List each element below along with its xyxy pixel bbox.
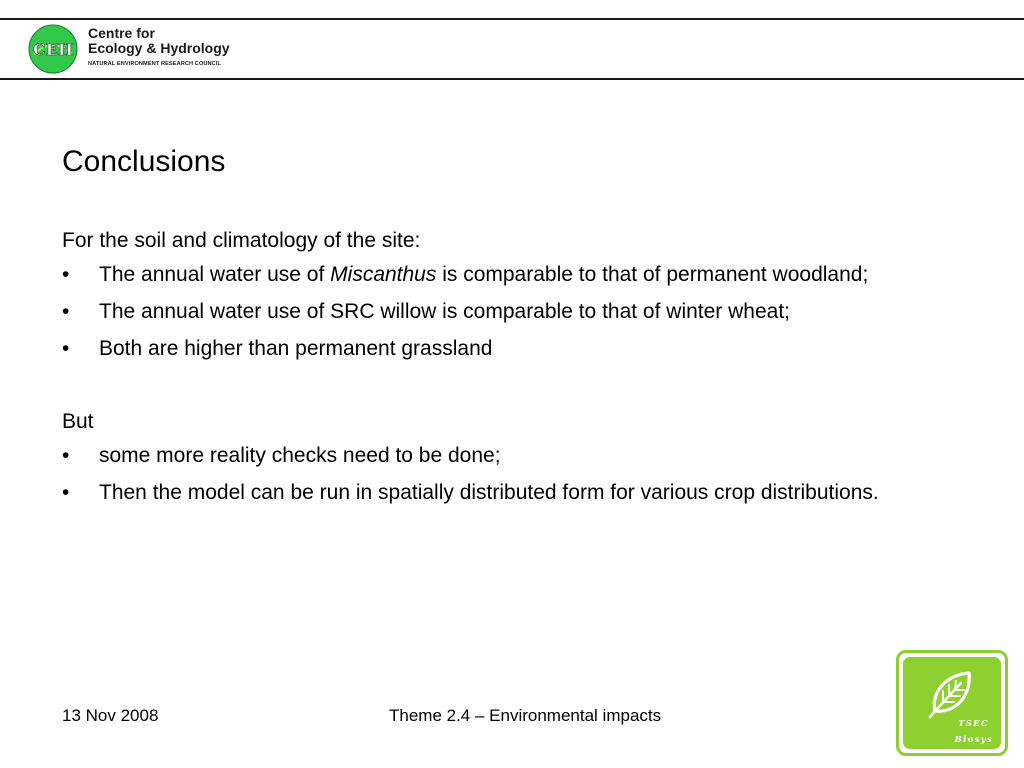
bullet-dot: • xyxy=(62,481,70,504)
section-spacer xyxy=(62,371,962,407)
bullet-text: The annual water use of SRC willow is comparable to that of winter wheat; xyxy=(99,300,791,323)
tsec-label: TSEC xyxy=(958,719,989,729)
ceh-logo-name: Centre for Ecology & Hydrology xyxy=(88,25,230,56)
ceh-logo-text xyxy=(88,26,278,67)
header-bottom-rule xyxy=(0,78,1024,80)
section2-bullets xyxy=(62,441,962,508)
bullet-text-post: is comparable to that of permanent woodland; xyxy=(436,263,869,286)
ceh-logo-initials: CEH xyxy=(32,40,74,59)
bullet-dot: • xyxy=(62,300,70,323)
section1-bullets xyxy=(62,260,962,364)
bullet-item xyxy=(62,478,962,508)
bullet-text-italic: Miscanthus xyxy=(330,263,437,286)
section2-intro: But xyxy=(62,410,94,433)
bullet-text: Then the model can be run in spatially distributed form for various crop distributions. xyxy=(99,481,879,504)
leaf-icon xyxy=(927,669,975,719)
bullet-dot: • xyxy=(62,444,70,467)
bullet-dot: • xyxy=(62,263,70,286)
bullet-text: Both are higher than permanent grassland xyxy=(99,337,493,360)
ceh-logo xyxy=(28,24,268,76)
slide-body xyxy=(62,226,962,515)
bullet-item xyxy=(62,297,962,327)
bullet-item xyxy=(62,334,962,364)
header-top-rule xyxy=(0,18,1024,20)
footer-theme: Theme 2.4 – Environmental impacts xyxy=(389,706,662,725)
bullet-item xyxy=(62,441,962,471)
slide-title: Conclusions xyxy=(62,145,226,178)
ceh-logo-emblem xyxy=(28,24,78,74)
bullet-dot: • xyxy=(62,337,70,360)
ceh-logo-subtitle: NATURAL ENVIRONMENT RESEARCH COUNCIL xyxy=(88,61,221,67)
bullet-item xyxy=(62,260,962,290)
tsec-biosys-logo-panel xyxy=(903,657,1001,749)
bullet-text: some more reality checks need to be done; xyxy=(99,444,501,467)
bullet-text-pre: The annual water use of xyxy=(99,263,331,286)
footer-date: 13 Nov 2008 xyxy=(62,706,159,725)
section1-intro: For the soil and climatology of the site: xyxy=(62,229,421,252)
tsec-biosys-logo xyxy=(896,650,1008,756)
biosys-label: Biosys xyxy=(954,735,993,745)
